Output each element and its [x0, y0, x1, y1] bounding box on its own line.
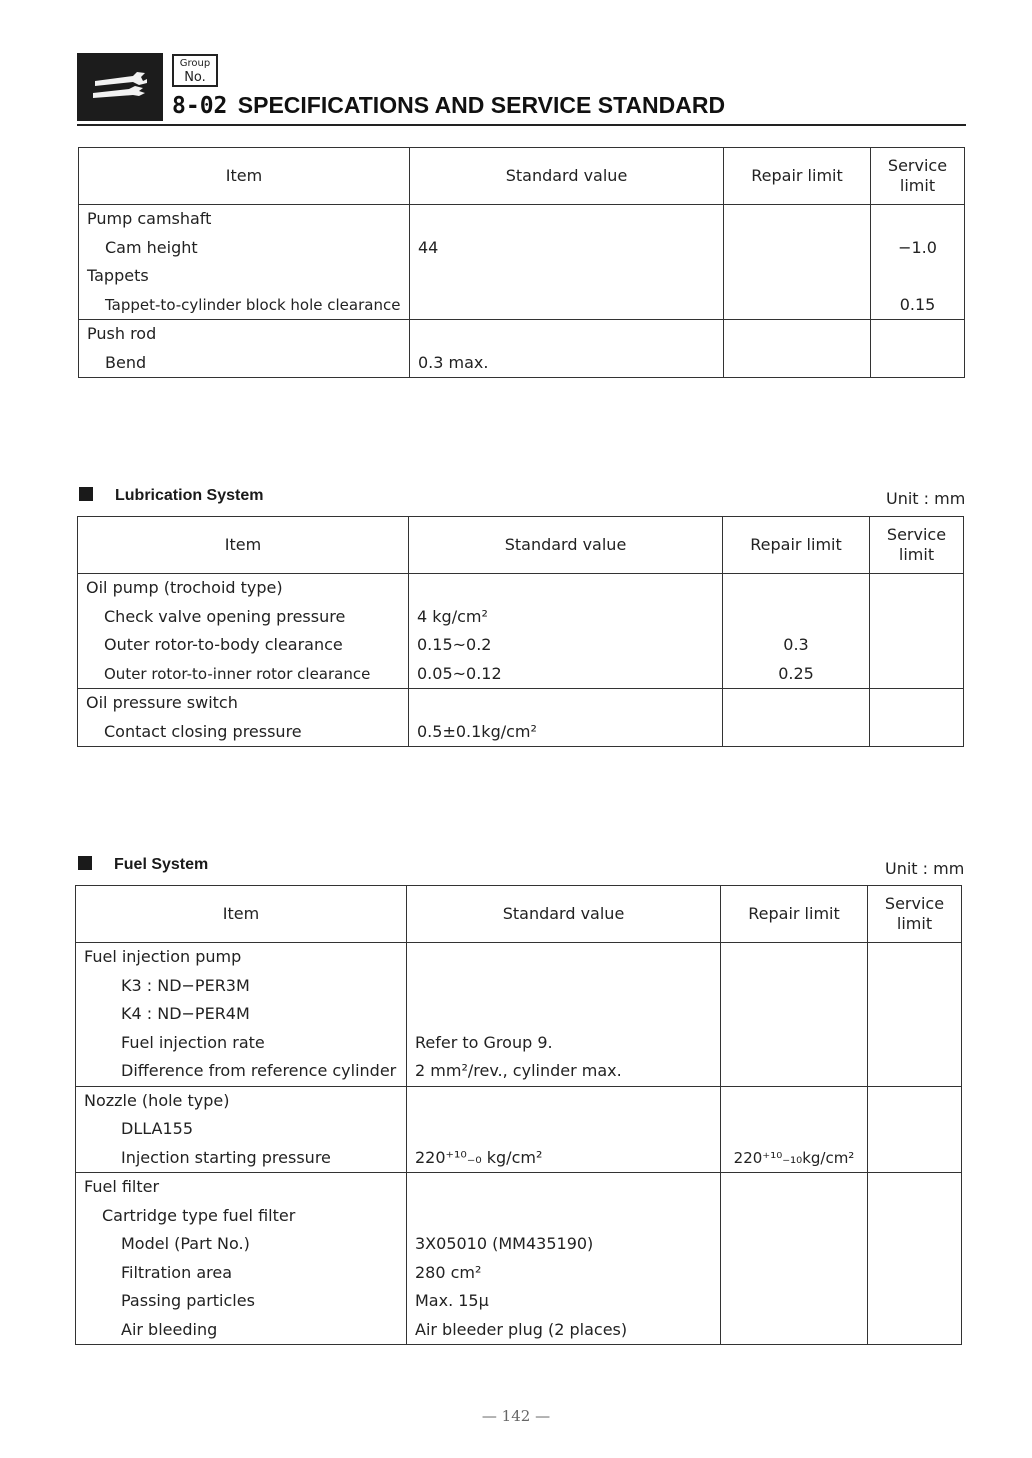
group-number-box	[172, 54, 218, 87]
standard-value: 280 cm²	[415, 1262, 482, 1282]
item-line: Oil pump (trochoid type)	[86, 578, 283, 597]
col-header-repair: Repair limit	[724, 148, 871, 205]
spec-table-fuel	[75, 885, 962, 1345]
col-header-item: Item	[78, 517, 409, 574]
standard-value: 4 kg/cm²	[417, 606, 488, 626]
standard-value: 3X05010 (MM435190)	[415, 1234, 594, 1253]
bullet-square-icon	[78, 856, 92, 870]
item-line: Tappet-to-cylinder block hole clearance	[105, 295, 401, 314]
group-label: Group	[179, 58, 211, 69]
table-row	[79, 320, 965, 378]
standard-value: Air bleeder plug (2 places)	[415, 1319, 628, 1339]
col-header-service: Service limit	[868, 886, 962, 943]
wrench-icon	[77, 53, 163, 121]
item-line: K4 : ND−PER4M	[121, 1004, 250, 1023]
item-line: Filtration area	[121, 1262, 232, 1282]
item-line: Fuel injection pump	[84, 947, 242, 966]
service-limit-value: −1.0	[898, 237, 937, 257]
col-header-standard: Standard value	[409, 517, 723, 574]
item-line: Air bleeding	[121, 1319, 218, 1339]
standard-value: Max. 15μ	[415, 1291, 489, 1310]
item-line: Tappets	[87, 266, 149, 285]
item-line: Oil pressure switch	[86, 693, 238, 712]
item-line: Contact closing pressure	[104, 721, 302, 741]
item-line: Difference from reference cylinder	[121, 1061, 397, 1080]
repair-limit-value: 0.25	[778, 663, 814, 683]
item-line: Outer rotor-to-inner rotor clearance	[104, 664, 371, 683]
table-row	[76, 1173, 962, 1345]
standard-value: 220⁺¹⁰₋₀ kg/cm²	[415, 1147, 543, 1167]
item-line: Push rod	[87, 324, 157, 343]
item-line: Check valve opening pressure	[104, 606, 346, 626]
standard-value: 44	[418, 237, 439, 257]
col-header-item: Item	[79, 148, 410, 205]
col-header-repair: Repair limit	[721, 886, 868, 943]
col-header-standard: Standard value	[407, 886, 721, 943]
item-line: DLLA155	[121, 1119, 193, 1138]
repair-limit-value: 220⁺¹⁰₋₁₀kg/cm²	[733, 1148, 855, 1167]
spec-table-lubrication	[77, 516, 964, 747]
col-header-repair: Repair limit	[723, 517, 870, 574]
item-line: Passing particles	[121, 1291, 255, 1310]
standard-value: 0.5±0.1kg/cm²	[417, 721, 537, 741]
standard-value: 0.3 max.	[418, 352, 489, 372]
item-line: Bend	[105, 352, 147, 372]
unit-label: Unit : mm	[885, 859, 965, 878]
col-header-service: Service limit	[871, 148, 965, 205]
item-line: Pump camshaft	[87, 209, 212, 228]
no-label: No.	[184, 70, 206, 85]
col-header-service: Service limit	[870, 517, 964, 574]
header-rule	[77, 124, 966, 126]
item-line: Cam height	[105, 237, 198, 257]
page-title	[172, 92, 725, 119]
unit-label: Unit : mm	[886, 489, 966, 508]
section-heading-lubrication: Lubrication System	[79, 487, 263, 505]
table-row	[79, 205, 965, 320]
standard-value: Refer to Group 9.	[415, 1032, 553, 1052]
item-line: Fuel injection rate	[121, 1032, 265, 1052]
item-line: Fuel filter	[84, 1177, 160, 1196]
item-line: K3 : ND−PER3M	[121, 975, 250, 995]
table-row	[76, 943, 962, 1087]
service-limit-value: 0.15	[899, 294, 936, 314]
item-line: Model (Part No.)	[121, 1234, 250, 1253]
standard-value: 0.05~0.12	[417, 663, 502, 683]
col-header-item: Item	[76, 886, 407, 943]
section-title: SPECIFICATIONS AND SERVICE STANDARD	[237, 92, 726, 118]
section-heading-fuel: Fuel System	[78, 856, 208, 874]
repair-limit-value: 0.3	[783, 635, 809, 654]
table-row	[78, 689, 964, 747]
col-header-standard: Standard value	[410, 148, 724, 205]
standard-value: 2 mm²/rev., cylinder max.	[415, 1061, 622, 1080]
item-line: Nozzle (hole type)	[84, 1090, 230, 1110]
item-line: Injection starting pressure	[121, 1147, 331, 1167]
standard-value: 0.15~0.2	[417, 635, 492, 654]
section-number: 8-02	[172, 93, 228, 119]
item-line: Cartridge type fuel filter	[102, 1205, 296, 1225]
bullet-square-icon	[79, 487, 93, 501]
table-row	[78, 574, 964, 689]
table-row	[76, 1086, 962, 1173]
spec-table-engine	[78, 147, 965, 378]
item-line: Outer rotor-to-body clearance	[104, 635, 343, 654]
page-number: — 142 —	[481, 1407, 551, 1425]
